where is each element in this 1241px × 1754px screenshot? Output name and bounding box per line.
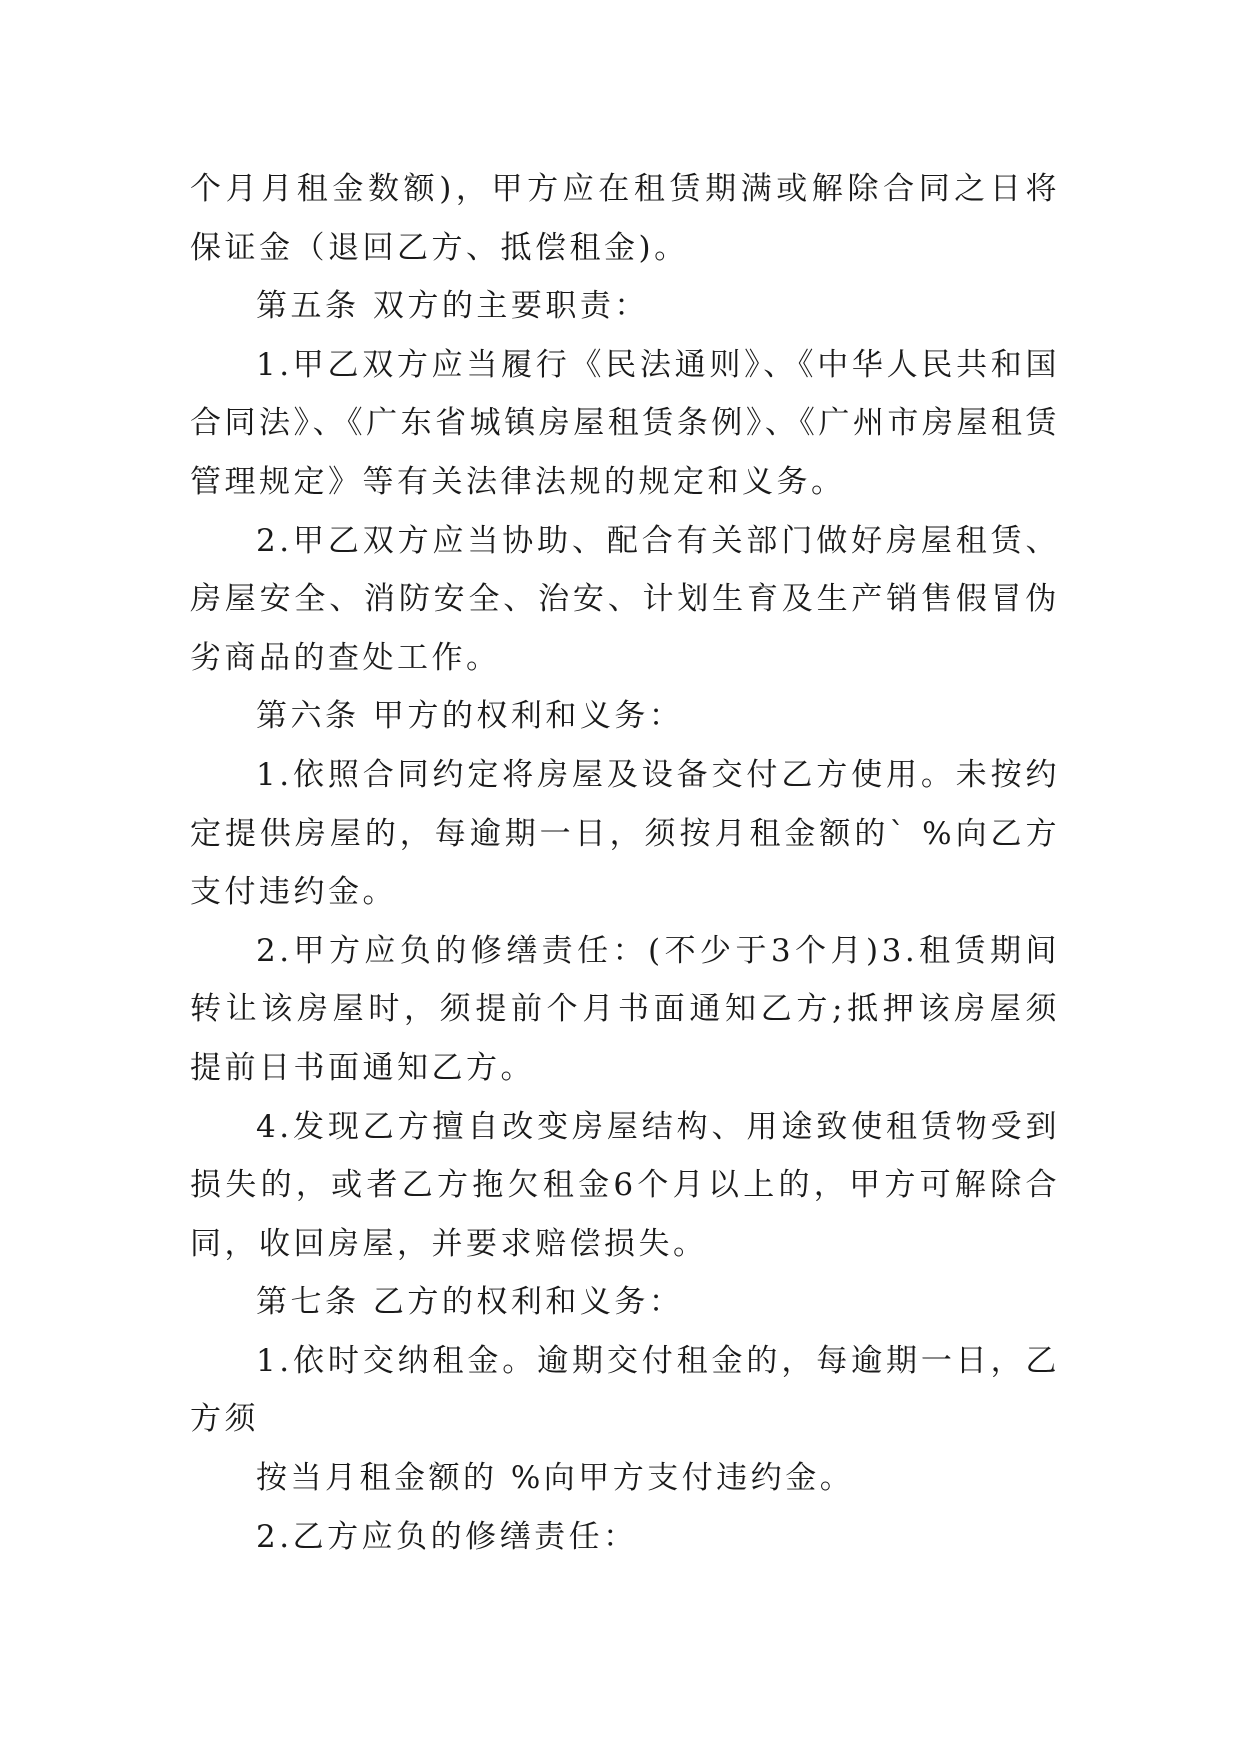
- article-5-item-2: 2.甲乙双方应当协助、配合有关部门做好房屋租赁、房屋安全、消防安全、治安、计划生育及生产销售假冒伪劣商品的查处工作。: [190, 522, 1060, 676]
- article-5-heading: 第五条 双方的主要职责：: [256, 288, 649, 325]
- article-6-item-2-3: 2.甲方应负的修缮责任：(不少于3个月)3.租赁期间转让该房屋时，须提前个月书面通知乙方;抵押该房屋须提前日书面通知乙方。: [190, 932, 1060, 1086]
- article-7-item-1: 1.依时交纳租金。逾期交付租金的，每逾期一日，乙方须: [190, 1342, 1060, 1438]
- article-6-item-1: 1.依照合同约定将房屋及设备交付乙方使用。未按约定提供房屋的，每逾期一日，须按月租金额的` %向乙方支付违约金。: [190, 756, 1060, 911]
- paragraph-deposit-return: 个月月租金数额)，甲方应在租赁期满或解除合同之日将保证金（退回乙方、抵偿租金)。: [190, 171, 1060, 266]
- article-5-item-1: 1.甲乙双方应当履行《民法通则》、《中华人民共和国合同法》、《广东省城镇房屋租赁条例》、《广州市房屋租赁管理规定》等有关法律法规的规定和义务。: [190, 346, 1060, 500]
- article-6-heading: 第六条 甲方的权利和义务：: [256, 698, 684, 735]
- article-6-item-4: 4.发现乙方擅自改变房屋结构、用途致使租赁物受到损失的，或者乙方拖欠租金6个月以上的，甲方可解除合同，收回房屋，并要求赔偿损失。: [190, 1108, 1060, 1262]
- article-7-item-1-continued: 按当月租金额的 %向甲方支付违约金。: [256, 1460, 855, 1497]
- document-page: [190, 160, 1060, 1566]
- article-7-heading: 第七条 乙方的权利和义务：: [256, 1284, 684, 1321]
- article-7-item-2: 2.乙方应负的修缮责任：: [256, 1518, 638, 1555]
